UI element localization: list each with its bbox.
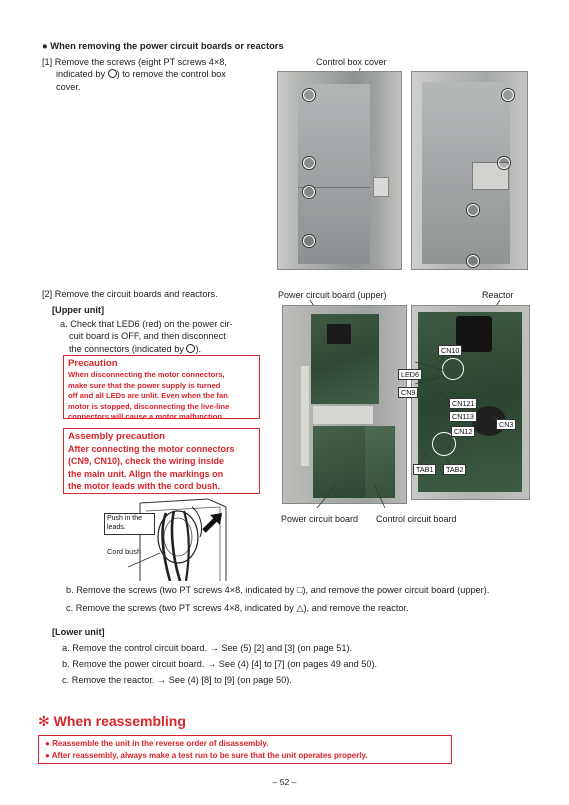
bullet-icon: ● (45, 751, 50, 760)
screw-marker (467, 255, 479, 267)
upper-unit-heading: [Upper unit] (52, 305, 105, 315)
reassembling-line: Reassemble the unit in the reverse order of disassembly. (52, 739, 269, 748)
precaution-title: Precaution (68, 358, 118, 369)
upper-unit-a-line2: cuit board is OFF, and then disconnect (69, 331, 226, 342)
screw-marker (502, 89, 514, 101)
lower-unit-c: c. Remove the reactor. → See (4) [8] to [9] (on page 50). (62, 675, 292, 685)
page-number: – 52 – (272, 777, 297, 787)
section-title (42, 40, 284, 51)
step-1-line1: Remove the screws (eight PT screws 4×8, (54, 57, 227, 67)
step-2 (42, 288, 218, 300)
upper-unit-a-line3-post: ). (195, 343, 202, 354)
photo-1-caption: Control box cover (316, 57, 387, 67)
lower-unit-heading: [Lower unit] (52, 627, 105, 637)
upper-unit-c: c. Remove the screws (two PT screws 4×8, indicated by △), and remove the reactor. (66, 603, 409, 613)
asterisk-icon: ✻ (38, 713, 50, 729)
photo-control-box-after (411, 71, 528, 270)
photo-2-caption-bottom-right: Control circuit board (376, 514, 457, 524)
screw-marker (467, 204, 479, 216)
label-cn12: CN12 (451, 426, 475, 437)
screw-marker (303, 235, 315, 247)
assembly-precaution-title: Assembly precaution (68, 431, 166, 442)
caption-pointers-bottom (305, 480, 395, 510)
precaution-line: connectors will cause a motor malfunction. (68, 412, 225, 422)
circle-icon (108, 69, 117, 78)
upper-unit-a-line3-pre: the connectors (indicated by (69, 343, 184, 354)
assembly-precaution-box (63, 428, 260, 494)
step-1-number: [1] (42, 57, 53, 67)
assembly-precaution-line: the motor leads with the cord bush. (68, 481, 221, 492)
label-led6: LED6 (398, 369, 422, 380)
step-1-line3: cover. (56, 81, 81, 92)
bullet-icon: ● (42, 40, 48, 51)
upper-unit-a (60, 318, 280, 355)
push-in-label-line1: Push in the (107, 515, 143, 522)
push-in-label (104, 513, 155, 535)
lower-unit-b: b. Remove the power circuit board. → See (4) [4] to [7] (on pages 49 and 50). (62, 659, 378, 669)
label-cn113: CN113 (449, 411, 477, 422)
step-1-line2-pre: indicated by (56, 69, 106, 80)
label-cn9: CN9 (398, 387, 418, 398)
cord-bush-label: Cord bush (107, 547, 142, 556)
reassembling-item (45, 738, 445, 750)
step-2-number: [2] (42, 289, 53, 299)
cord-bush-drawing (100, 497, 238, 581)
precaution-line: off and all LEDs are unlit. Even when the fan (68, 391, 228, 401)
label-cn121: CN121 (449, 398, 477, 409)
step-2-text: Remove the circuit boards and reactors. (54, 289, 218, 299)
precaution-line: motor is stopped, disconnecting the live-line (68, 401, 230, 411)
reassembling-title (38, 713, 186, 730)
step-1 (42, 56, 267, 93)
upper-unit-b: b. Remove the screws (two PT screws 4×8, indicated by □), and remove the power circuit board (upper). (66, 585, 490, 595)
screw-marker (498, 157, 510, 169)
upper-unit-a-line1: a. Check that LED6 (red) on the power cir- (60, 319, 233, 329)
label-tab2: TAB2 (443, 464, 466, 475)
precaution-line: make sure that the power supply is turned (68, 380, 221, 390)
reassembling-line: After reassembly, always make a test run to be sure that the unit operates properly. (51, 751, 368, 760)
photo-power-circuit-boards (282, 305, 407, 504)
bullet-icon: ● (45, 739, 50, 748)
step-1-line2-post: ) to remove the control box (116, 69, 226, 80)
label-cn10: CN10 (438, 345, 462, 356)
label-tab1: TAB1 (413, 464, 436, 475)
photo-control-box-before (277, 71, 402, 270)
screw-marker (303, 89, 315, 101)
cord-bush-illustration (100, 497, 238, 581)
screw-marker (303, 157, 315, 169)
assembly-precaution-line: the main unit. Align the markings on (68, 468, 224, 479)
push-in-label-line2: leads. (107, 524, 126, 531)
section-title-text: When removing the power circuit boards or reactors (50, 40, 284, 51)
assembly-precaution-line: (CN9, CN10), check the wiring inside (68, 456, 225, 467)
reassembling-item (45, 750, 445, 762)
precaution-line: When disconnecting the motor connectors, (68, 370, 225, 379)
photo-2-caption-top: Power circuit board (upper) (278, 290, 387, 300)
photo-3-caption-top: Reactor (482, 290, 514, 300)
reassembling-title-text: When reassembling (53, 713, 186, 729)
assembly-precaution-line: After connecting the motor connectors (68, 444, 235, 454)
reassembling-box (38, 735, 452, 764)
screw-marker (303, 186, 315, 198)
photo-2-caption-bottom-left: Power circuit board (281, 514, 359, 524)
lower-unit-a: a. Remove the control circuit board. → See (5) [2] and [3] (on page 51). (62, 643, 353, 653)
label-cn3: CN3 (496, 419, 516, 430)
precaution-box (63, 355, 260, 422)
